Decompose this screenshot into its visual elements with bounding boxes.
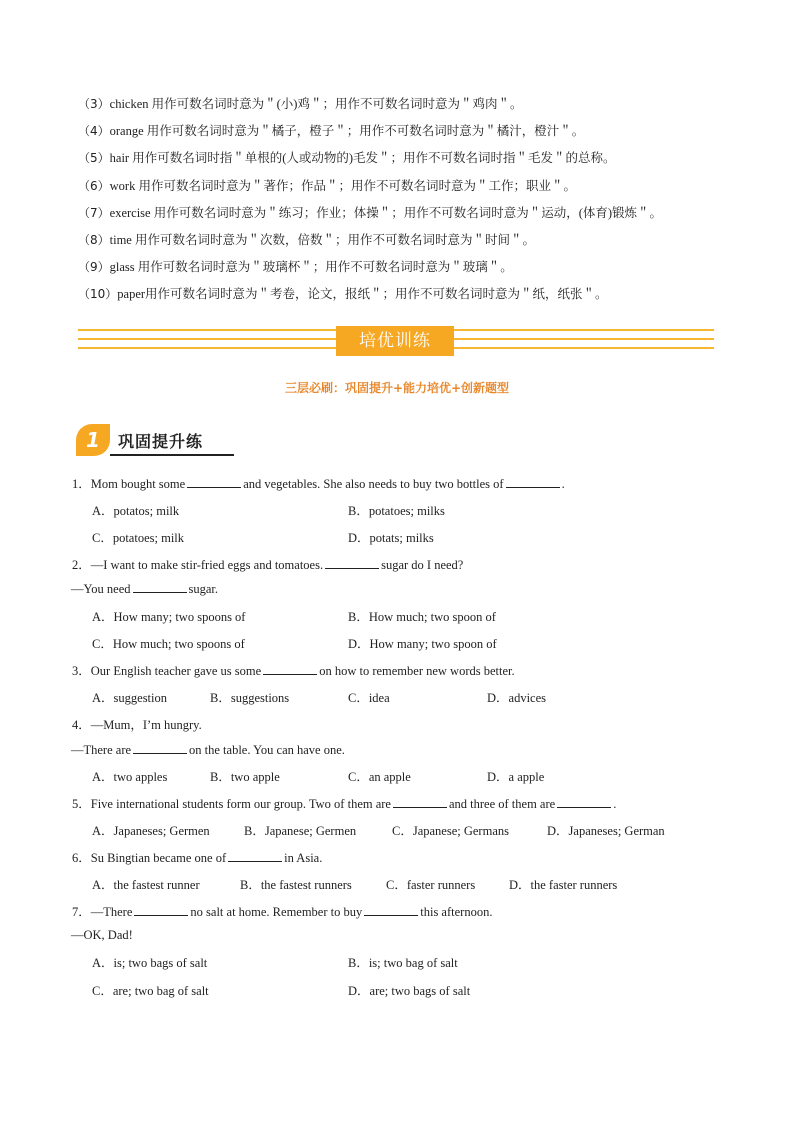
banner-label: 培优训练 [336,326,454,356]
option-c[interactable]: C．an apple [348,770,411,784]
note-item: （4）orange 用作可数名词时意为＂橘子，橙子＂；用作不可数名词时意为＂橘汁，橙汁＂。 [78,124,585,139]
question-stem: 1．Mom bought some and vegetables. She also needs to buy two bottles of . [72,477,565,491]
answer-blank [557,796,611,808]
section-banner [78,327,714,353]
answer-blank [393,796,447,808]
option-c[interactable]: C．How much; two spoons of [92,637,245,651]
question-list [72,474,722,1008]
option-row [72,821,722,848]
option-row [72,607,722,634]
note-item: （7）exercise 用作可数名词时意为＂练习；作业；体操＂；用作不可数名词时意为＂运动，(体育)锻炼＂。 [78,205,663,220]
answer-blank [325,557,379,569]
notes-list [78,95,738,313]
note-item: （10）paper用作可数名词时意为＂考卷，论文，报纸＂；用作不可数名词时意为＂纸，纸张＂。 [78,287,608,302]
answer-blank [187,476,241,488]
option-row [72,875,722,902]
option-b[interactable]: B．is; two bag of salt [348,956,458,970]
option-c[interactable]: C．faster runners [386,878,476,892]
answer-blank [133,581,187,593]
note-item: （3）chicken 用作可数名词时意为＂(小)鸡＂；用作不可数名词时意为＂鸡肉＂。 [78,97,523,111]
answer-blank [263,663,317,675]
banner-subtitle: 三层必刷：巩固提升+能力培优+创新题型 [284,381,510,395]
option-b[interactable]: B．Japanese; Germen [244,824,357,838]
option-row [72,767,722,794]
question-reply: —You need sugar. [71,582,219,596]
option-a[interactable]: A．the fastest runner [92,878,200,892]
option-c[interactable]: C．Japanese; Germans [392,824,509,838]
option-d[interactable]: D．Japaneses; German [547,824,665,838]
section-title: 巩固提升练 [118,432,204,451]
option-row [72,953,722,981]
option-a[interactable]: A．suggestion [92,691,168,705]
question-stem: 7．—There no salt at home. Remember to buy this afternoon. [72,905,493,919]
section-number-badge: 1 [76,424,110,456]
option-a[interactable]: A．potatos; milk [92,504,180,518]
question-stem: 4．—Mum，I’m hungry. [72,718,202,732]
option-b[interactable]: B．How much; two spoon of [348,610,496,624]
note-item: （5）hair 用作可数名词时指＂单根的(人或动物的)毛发＂；用作不可数名词时指＂毛发＂的总称。 [78,151,616,166]
question-stem: 2．—I want to make stir-fried eggs and tomatoes. sugar do I need? [72,558,464,572]
option-row [72,688,722,715]
option-a[interactable]: A．How many; two spoons of [92,610,246,624]
note-item: （6）work 用作可数名词时意为＂著作；作品＂；用作不可数名词时意为＂工作；职业＂。 [78,178,576,193]
answer-blank [506,476,560,488]
note-item: （8）time 用作可数名词时意为＂次数，倍数＂；用作不可数名词时意为＂时间＂。 [78,232,535,247]
option-b[interactable]: B．potatoes; milks [348,504,445,518]
question-stem: 3．Our English teacher gave us some on how to remember new words better. [72,664,515,678]
option-a[interactable]: A．two apples [92,770,168,784]
note-item: （9）glass 用作可数名词时意为＂玻璃杯＂；用作不可数名词时意为＂玻璃＂。 [78,260,513,275]
option-d[interactable]: D．a apple [487,770,545,784]
option-a[interactable]: A．is; two bags of salt [92,956,208,970]
option-d[interactable]: D．advices [487,691,547,705]
answer-blank [134,904,188,916]
option-d[interactable]: D．potats; milks [348,531,434,545]
section-heading [76,424,236,456]
option-row [72,634,722,661]
option-row [72,981,722,1008]
option-d[interactable]: D．How many; two spoon of [348,637,497,651]
option-d[interactable]: D．are; two bags of salt [348,984,471,998]
option-b[interactable]: B．suggestions [210,691,290,705]
option-c[interactable]: C．are; two bag of salt [92,984,209,998]
question-reply: —OK, Dad! [71,928,133,942]
option-row [72,528,722,555]
question-stem: 5．Five international students form our group. Two of them are and three of them are . [72,797,617,811]
option-row [72,501,722,528]
option-c[interactable]: C．potatoes; milk [92,531,185,545]
answer-blank [228,850,282,862]
question-reply: —There are on the table. You can have one. [71,743,345,757]
answer-blank [133,742,187,754]
option-d[interactable]: D．the faster runners [509,878,618,892]
section-underline [110,454,234,456]
question-stem: 6．Su Bingtian became one of in Asia. [72,851,323,865]
answer-blank [364,904,418,916]
option-a[interactable]: A．Japaneses; Germen [92,824,210,838]
option-b[interactable]: B．the fastest runners [240,878,352,892]
option-c[interactable]: C．idea [348,691,390,705]
option-b[interactable]: B．two apple [210,770,280,784]
